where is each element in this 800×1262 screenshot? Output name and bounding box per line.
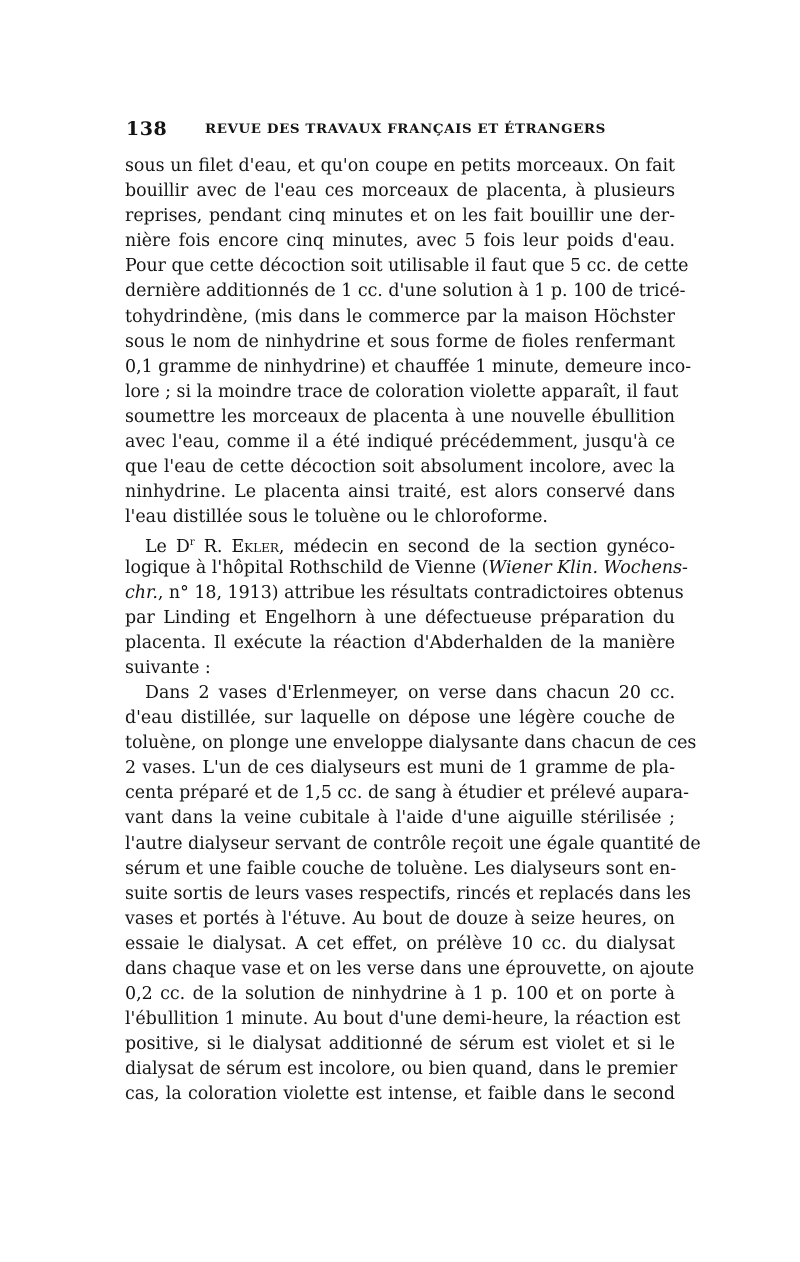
text-line (125, 530, 676, 558)
text-line (125, 556, 688, 581)
text-line: nière fois encore cinq minutes, avec 5 fois leur poids d'eau. (125, 231, 675, 252)
text-line: vant dans la veine cubitale à l'aide d'une aiguille stérilisée ; (125, 808, 675, 829)
author-initial: R. E (194, 537, 245, 558)
text-run: logique à l'hôpital Rothschild de Vienne ( (125, 557, 489, 578)
running-head (125, 118, 675, 148)
text-line: Pour que cette décoction soit utilisable il faut que 5 cc. de cette (125, 256, 689, 277)
text-line: soumettre les morceaux de placenta à une nouvelle ébullition (125, 406, 675, 427)
text-line: suivante : (125, 657, 211, 678)
superscript-r: r (189, 537, 195, 549)
text-run: Le D (145, 537, 190, 558)
text-line: par Linding et Engelhorn à une défectueuse préparation du (125, 607, 675, 628)
text-line: dans chaque vase et on les verse dans une éprouvette, on ajoute (125, 959, 695, 979)
text-line (125, 581, 684, 606)
text-line: sous un filet d'eau, et qu'on coupe en petits morceaux. On fait (125, 156, 675, 176)
paragraph-1 (125, 154, 692, 530)
text-line: dialysat de sérum est incolore, ou bien quand, dans le premier (125, 1059, 678, 1080)
text-line: sérum et une faible couche de toluène. Les dialyseurs sont en- (125, 858, 677, 879)
text-line: sous le nom de ninhydrine et sous forme de fioles renfermant (125, 331, 675, 352)
text-line: suite sortis de leurs vases respectifs, rincés et replacés dans les (125, 883, 691, 904)
text-line: vases et portés à l'étuve. Au bout de douze à seize heures, on (125, 908, 675, 929)
text-line: toluène, on plonge une enveloppe dialysante dans chacun de ces (125, 733, 697, 754)
text-line: essaie le dialysat. A cet effet, on prélève 10 cc. du dialysat (125, 933, 675, 954)
text-line: centa préparé et de 1,5 cc. de sang à étudier et prélevé aupara- (125, 783, 689, 804)
text-line: l'autre dialyseur servant de contrôle reçoit une égale quantité de (125, 833, 701, 854)
page-number: 138 (126, 118, 168, 140)
text-line: reprises, pendant cinq minutes et on les fait bouillir une der- (125, 206, 675, 227)
text-line: que l'eau de cette décoction soit absolument incolore, avec la (125, 457, 675, 478)
text-line: lore ; si la moindre trace de coloration violette apparaît, il faut (125, 381, 679, 402)
text-run: , médecin en second de la section gynéco- (278, 537, 676, 558)
paragraph-3 (125, 681, 701, 1108)
text-line: ninhydrine. Le placenta ainsi traité, est alors conservé dans (125, 482, 675, 503)
text-line: bouillir avec de l'eau ces morceaux de placenta, à plusieurs (125, 181, 675, 202)
text-line: dernière additionnés de 1 cc. d'une solution à 1 p. 100 de tricé- (125, 281, 686, 302)
text-line: 2 vases. L'un de ces dialyseurs est muni de 1 gramme de pla- (125, 758, 675, 779)
journal-title: chr. (125, 582, 158, 603)
text-line: l'ébullition 1 minute. Au bout d'une demi-heure, la réaction est (125, 1009, 681, 1030)
text-line: 0,1 gramme de ninhydrine) et chauffée 1 minute, demeure inco- (125, 356, 692, 377)
body-text (125, 154, 701, 1108)
paragraph-2 (125, 530, 688, 681)
author-name-smallcaps: kler (244, 537, 279, 558)
journal-title: Wiener Klin. Wochens- (488, 557, 688, 578)
text-line: l'eau distillée sous le toluène ou le chloroforme. (125, 507, 548, 528)
text-line: cas, la coloration violette est intense, et faible dans le second (125, 1084, 675, 1105)
running-title: REVUE DES TRAVAUX FRANÇAIS ET ÉTRANGERS (205, 121, 606, 137)
text-line: 0,2 cc. de la solution de ninhydrine à 1 p. 100 et on porte à (125, 984, 675, 1005)
text-run: , n° 18, 1913) attribue les résultats contradictoires obtenus (157, 582, 684, 603)
text-line: Dans 2 vases d'Erlenmeyer, on verse dans chacun 20 cc. (145, 682, 675, 703)
book-page (125, 118, 701, 1228)
text-line: tohydrindène, (mis dans le commerce par la maison Höchster (125, 306, 675, 327)
text-line: d'eau distillée, sur laquelle on dépose une légère couche de (125, 708, 675, 729)
text-line: positive, si le dialysat additionné de sérum est violet et si le (125, 1034, 675, 1055)
text-line: avec l'eau, comme il a été indiqué précédemment, jusqu'à ce (125, 432, 675, 453)
text-line: placenta. Il exécute la réaction d'Abderhalden de la manière (125, 632, 675, 653)
